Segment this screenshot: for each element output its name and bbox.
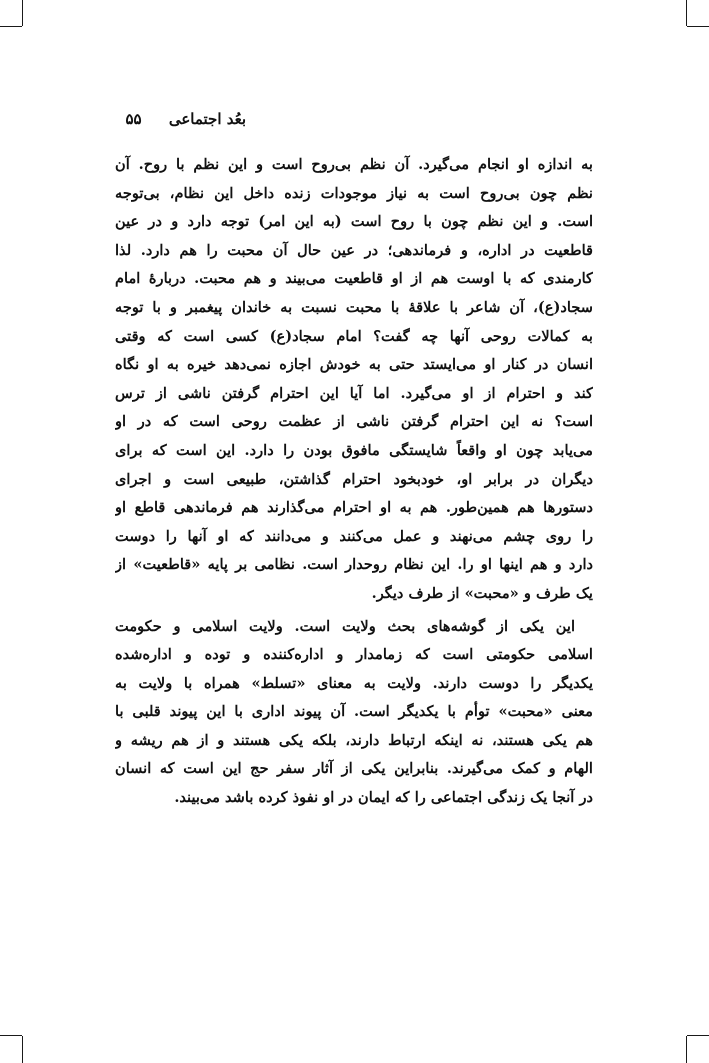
- text-line: دارد و هم اینها او را. این نظام روحدار است. نظامی بر پایه «قاطعیت» از: [115, 556, 593, 574]
- crop-mark-bottom-left-vertical: [22, 1036, 23, 1063]
- text-line: است. و این نظم چون با روح است (به این امر) توجه دارد و در عین: [115, 213, 593, 231]
- text-line: به اندازه او انجام می‌گیرد. آن نظم بی‌روح است و این نظم با روح. آن: [115, 156, 593, 173]
- crop-mark-bottom-right-vertical: [686, 1036, 687, 1063]
- text-line: است؟ نه این احترام گرفتن ناشی از عظمت روحی است که در او: [115, 413, 593, 431]
- text-line: کند و احترام از او می‌گیرد. اما آیا این احترام گرفتن ناشی از ترس: [115, 384, 593, 402]
- crop-mark-bottom-right-horizontal: [687, 1035, 709, 1036]
- running-head: [125, 110, 246, 128]
- text-line: معنی «محبت» توأم با یکدیگر است. آن پیوند اداری با این پیوند قلبی با: [115, 703, 593, 721]
- page-number: ۵۵: [125, 110, 142, 128]
- text-line: اسلامی حکومتی است که زمامدار و اداره‌کننده و توده و اداره‌شده: [115, 646, 593, 664]
- text-line: در آنجا یک زندگی اجتماعی را که ایمان در او نفوذ کرده باشد می‌بیند.: [174, 789, 593, 807]
- text-line: کارمندی که با اوست هم از او قاطعیت می‌بیند و هم محبت. دربارهٔ امام: [115, 270, 593, 288]
- text-line: الهام و کمک می‌گیرند. بنابراین یکی از آثار سفر حج این است که انسان: [115, 760, 593, 778]
- body-text: [115, 151, 593, 813]
- text-line: قاطعیت در اداره، و فرماندهی؛ در عین حال آن محبت را هم دارد. لذا: [115, 241, 593, 259]
- crop-mark-bottom-left-horizontal: [0, 1035, 22, 1036]
- paragraph-2: [115, 613, 593, 813]
- paragraph-1: [115, 151, 593, 609]
- text-line: به کمالات روحی آنها چه گفت؟ امام سجاد(ع) کسی است که وقتی: [115, 327, 593, 345]
- text-line: دستورها هم همین‌طور. هم به او احترام می‌گذارند هم فرماندهی قاطع او: [115, 499, 593, 517]
- text-line: می‌یابد چون او واقعاً شایستگی مافوق بودن را دارد. این است که برای: [115, 441, 593, 459]
- running-head-title: بعُد اجتماعی: [168, 110, 246, 128]
- text-line: دیگران در برابر او، خودبخود احترام گذاشتن، طبیعی است و اجرای: [115, 470, 593, 488]
- text-line: را روی چشم می‌نهند و عمل می‌کنند و می‌دانند که او آنها را دوست: [115, 527, 593, 545]
- text-line: هم یکی هستند، نه اینکه ارتباط دارند، بلکه یکی هستند و از هم ریشه و: [115, 731, 593, 749]
- crop-mark-top-left-vertical: [22, 0, 23, 26]
- text-line: این یکی از گوشه‌های بحث ولایت است. ولایت اسلامی و حکومت: [115, 617, 575, 635]
- crop-mark-top-right-vertical: [686, 0, 687, 26]
- text-line: انسان در کنار او می‌ایستد حتی به خودش اجازه نمی‌دهد خیره به او نگاه: [115, 356, 593, 374]
- crop-mark-top-right-horizontal: [687, 26, 709, 27]
- text-line: یک طرف و «محبت» از طرف دیگر.: [371, 584, 593, 602]
- crop-mark-top-left-horizontal: [0, 26, 22, 27]
- text-line: یکدیگر را دوست دارند. ولایت به معنای «تسلط» همراه با ولایت به: [115, 674, 593, 692]
- text-line: سجاد(ع)، آن شاعر با علاقهٔ با محبت نسبت به خاندان پیغمبر و با توجه: [115, 298, 593, 316]
- text-line: نظم چون بی‌روح است به نیاز موجودات زنده داخل این نظام، بی‌توجه: [115, 184, 593, 202]
